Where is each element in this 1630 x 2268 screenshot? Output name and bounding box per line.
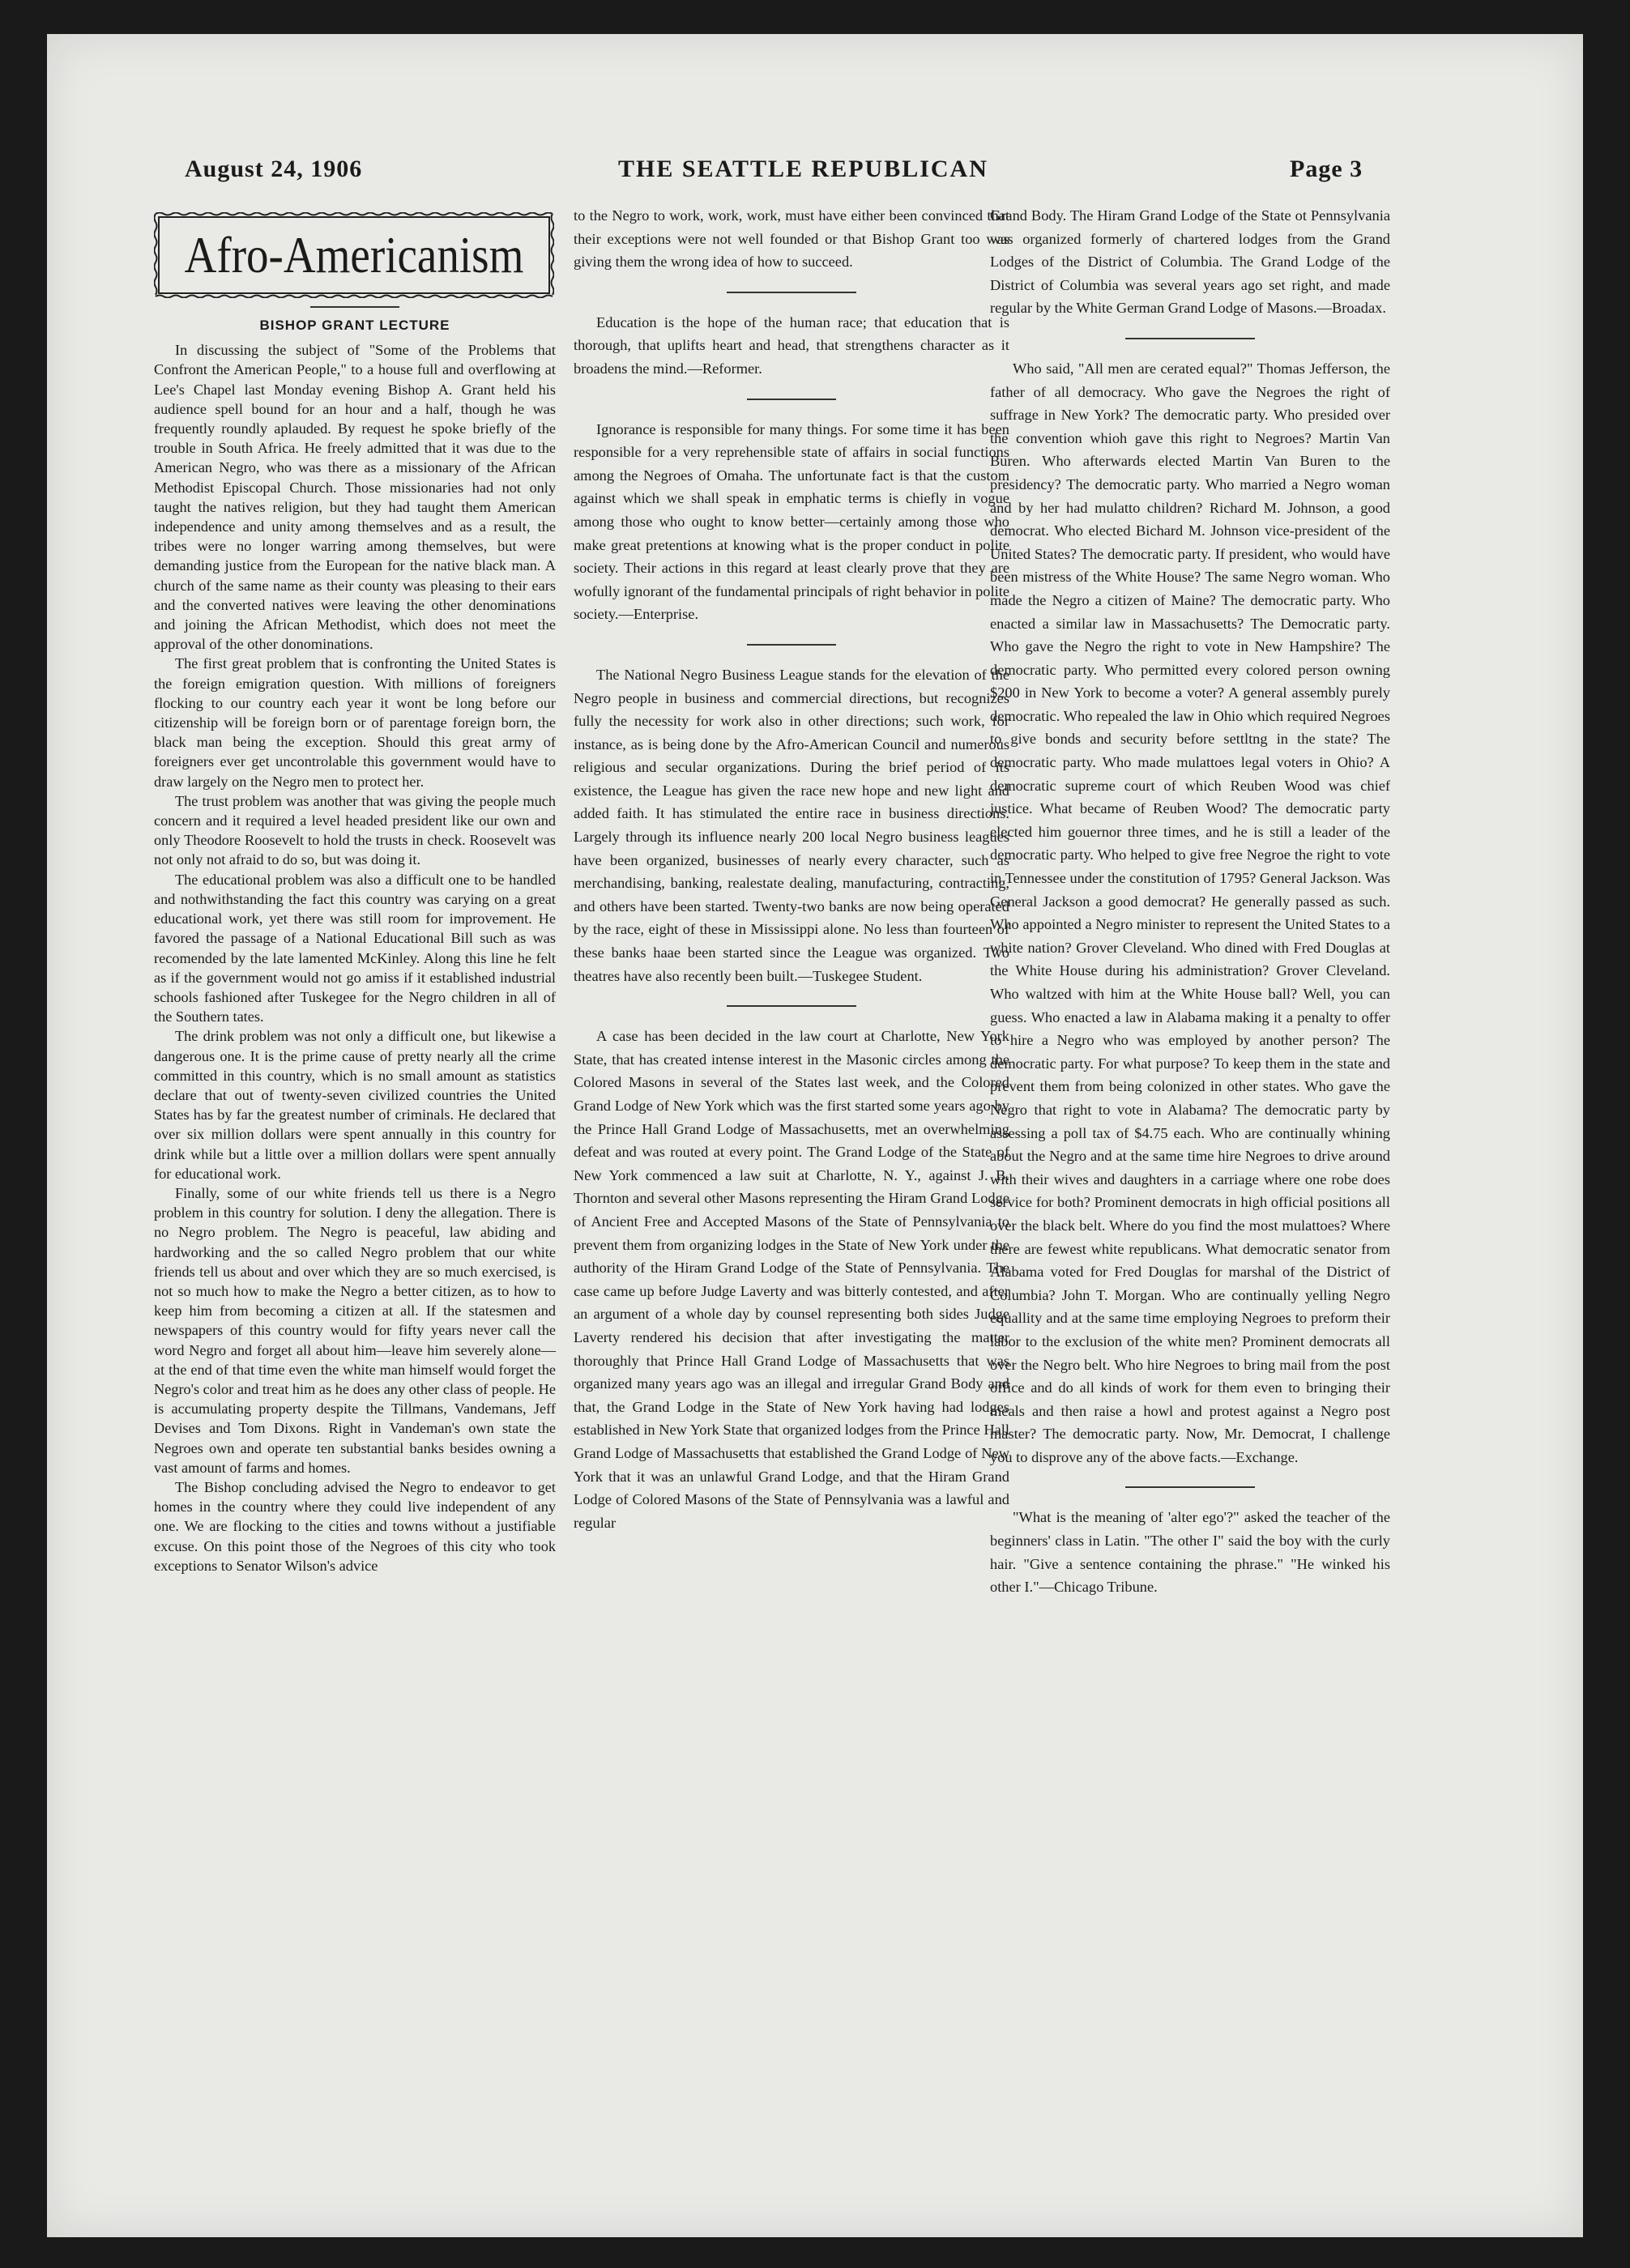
paragraph: The Bishop concluding advised the Negro to endeavor to get homes in the country where they could live independent of any one. We are flocking to the cities and towns without a justifiable excuse. On this point those of the Negroes of this city who took exceptions to Senator Wilson's advice [154,1478,556,1574]
paragraph: A case has been decided in the law court at Charlotte, New York State, that has created intense interest in the Masonic circles among the Colored Masons in several of the States last week, and the Colored Grand Lodge of New York which was the first started some years ago by the Prince Hall Grand Lodge of Massachusetts, met an overwhelming defeat and was routed at every point. The Grand Lodge of the State of New York commenced a law suit at Charlotte, N. Y., against J. B. Thornton and several other Masons representing the Hiram Grand Lodge of Ancient Free and Accepted Masons of the State of Pennsylvania to prevent them from organizing lodges in the State of New York under the authority of the Hiram Grand Lodge of the State of Pennsylvania. The case came up before Judge Laverty and was bitterly contested, and after an argument of a whole day by counsel representing both sides Judge Laverty rendered his decision that after investigating the matter thoroughly that Prince Hall Grand Lodge of Massachusetts that was organized many years ago was an illegal and irregular Grand Body and that, the Grand Lodge in the State of New York having had lodges established in New York State that organized lodges from the Prince Hall Grand Lodge of Massachusetts that established the Grand Lodge of New York that it was an unlawful Grand Lodge, and that the Hiram Grand Lodge of Colored Masons of the State of Pennsylvania was a lawful and regular [574,1028,1009,1531]
column-title: Afro-Americanism [184,226,524,284]
paragraph: Ignorance is responsible for many things. For some time it has been responsible for a very reprehensible state of affairs in social functions among the Negroes of Omaha. The unfortunate fact is that the custom against which we shall speak in emphatic terms is chiefly in vogue among those who ought to know better—certainly among those who make great pretentions at knowing what is the proper conduct in polite society. Their actions in this regard at least clearly prove that they are wofully ignorant of the fundamental principals of right behavior in polite society.—Enterprise. [574,420,1009,623]
divider [747,399,836,400]
paragraph: The drink problem was not only a difficult one, but likewise a dangerous one. It is the prime cause of pretty nearly all the crime committed in this country, which is no small amount as statistics declare that out of twenty-seven civilized countries the United States has by far the greatest number of criminals. He declared that over six million dollars were spent annually in this country for drink while but a little over a million dollars were spent annually for educational work. [154,1028,556,1182]
paragraph: to the Negro to work, work, work, must have either been convinced that their exceptions were not well founded or that Bishop Grant too was giving them the wrong idea of how to succeed. [574,207,1009,271]
column-3 [990,204,1390,1599]
divider [1125,338,1255,339]
column-2 [574,204,1009,1534]
column-title-box [154,212,554,298]
paragraph: "What is the meaning of 'alter ego'?" asked the teacher of the beginners' class in Latin. "The other I" said the boy with the curly hair. "Give a sentence containing the phrase." "He winked his other I."—Chicago Tribune. [990,1509,1390,1596]
page-number: Page 3 [1290,156,1363,182]
paragraph: Grand Body. The Hiram Grand Lodge of the State ot Pennsylvania was organized formerly of chartered lodges from the Grand Lodges of the District of Columbia. The Grand Lodge of the District of Columbia was several years ago set right, and made regular by the White German Grand Lodge of Masons.—Broadax. [990,207,1390,317]
newspaper-name: THE SEATTLE REPUBLICAN [618,156,988,182]
paragraph: The National Negro Business League stands for the elevation of the Negro people in business and commercial directions, but recognizes fully the necessity for work also in other directions; such work, for instance, as is being done by the Afro-American Council and numerous religious and secular organizations. During the brief period of its existence, the League has given the race new hope and new light and added faith. It has stimulated the entire race in business directions. Largely through its influence nearly 200 local Negro business leagues have been organized, businesses of nearly every character, such as merchandising, banking, realestate dealing, manufacturing, contracting, and others have been started. Twenty-two banks are now being operated by the race, eight of these in Mississippi alone. No less than fourteen of these banks haae been started since the League was organized. Two theatres have also recently been built.—Tuskegee Student. [574,666,1009,984]
paragraph: Who said, "All men are cerated equal?" Thomas Jefferson, the father of all democracy. Who gave the Negroes the right of suffrage in New York? The democratic party. Who presided over the convention whioh gave this right to Negroes? Martin Van Buren. Who afterwards elected Martin Van Buren to the presidency? The democratic party. Who married a Negro woman and by her had mulatto children? Richard M. Johnson, a good democrat. Who elected Bichard M. Johnson vice-president of the United States? The democratic party. If president, who would have been mistress of the White House? The same Negro woman. Who made the Negro a citizen of Maine? The democratic party. Who enacted a similar law in Massachusetts? The Democratic party. Who gave the Negro the right to vote in New Hampshire? The democratic party. Who permitted every colored person owning $200 in New York to become a voter? A general assembly purely democratic. Who repealed the law in Ohio which required Negroes to give bonds and security before settltng in the state? The democratic party. Who made mulattoes legal voters in Ohio? A democratic supreme court of which Reuben Wood was chief justice. What became of Reuben Wood? The democratic party elected him gouernor three times, and he is still a leader of the democratic party. Who helped to give free Negroe the right to vote in Tennessee under the constitution of 1795? General Jackson. Was General Jackson a good democrat? He generally passed as such. Who appointed a Negro minister to represent the United States to a white nation? Grover Cleveland. Who dined with Fred Douglas at the White House during his administration? Grover Cleveland. Who waltzed with him at the White House ball? Well, you can guess. Who enacted a law in Alabama making it a penalty to offer to hire a Negro who was employed by another person? The democratic party. For what purpose? To keep them in the state and prevent them from being colonized in other states. Who gave the Negro that right to vote in Alabama? The democratic party by assessing a poll tax of $4.75 each. Who are continually whining about the Negro and at the same time hire Negroes to drive around with their wives and daughters in a carriage where one robe does service for both? Prominent democrats in high official positions all over the black belt. Where do you find the most mulattoes? Where there are fewest white republicans. What democratic senator from Alabama voted for Fred Douglas for marshal of the District of Columbia? John T. Morgan. Who are continually yelling Negro equallity and at the same time employing Negroes to preform their labor to the exclusion of the white men? Prominent democrats all over the Negro belt. Who hire Negroes to bring mail from the post office and do all kinds of work for them even to bringing their meals and then raise a howl and protest against a Negro post master? The democratic party. Now, Mr. Democrat, I challenge you to disprove any of the above facts.—Exchange. [990,360,1390,1465]
issue-date: August 24, 1906 [185,156,363,182]
column-1 [154,303,556,1575]
article-heading: BISHOP GRANT LECTURE [259,318,450,333]
divider [310,306,399,308]
paragraph: The trust problem was another that was giving the people much concern and it required a level headed president like our own and only Theodore Roosevelt to hold the trusts in check. Roosevelt was not only not afraid to do so, but was doing it. [154,792,556,868]
divider [727,292,856,293]
paragraph: Finally, some of our white friends tell us there is a Negro problem in this country for solution. I deny the allegation. There is no Negro problem. The Negro is peaceful, law abiding and hardworking and the so called Negro problem that our white friends tell us about and over which they are so much exercised, is not so much how to make the Negro a better citizen, as to how to keep him from becoming a citizen at all. If the statesmen and newspapers of this country would for fifty years never call the word Negro and forget all about him—leave him severely alone—at the end of that time even the white man himself would forget the Negro's color and treat him as he does any other class of people. He is accumulating property despite the Tillmans, Vandemans, Jeff Devises and Tom Dixons. Right in Vandeman's own state the Negroes own and operate ten substantial banks besides owning a vast amount of farms and homes. [154,1184,556,1476]
paragraph: The first great problem that is confronting the United States is the foreign emigration question. With millions of foreigners flocking to our country each year it wont be long before our citizenship will be foreign born or of parentage foreign born, the black man being the exception. Should this great army of foreigners ever get uncontrolable this government would have to draw largely on the Negro men to protect her. [154,655,556,790]
paragraph: Education is the hope of the human race; that education that is thorough, that uplifts heart and head, that strengthens character as it broadens the mind.—Reformer. [574,313,1009,377]
paragraph: In discussing the subject of "Some of the Problems that Confront the American People," to a house full and overflowing at Lee's Chapel last Monday evening Bishop A. Grant held his audience spell bound for an hour and a half, though he was frequently roundly aplauded. By request he spoke briefly of the trouble in South Africa. He freely admitted that it was due to the American Negro, who was there as a missionary of the African Methodist Episcopal Church. Those missionaries had not only taught the natives religion, but they had taught them American independence and unity among themselves and as a result, the tribes were no longer warring among themselves, but were demanding justice from the European for the native black man. A church of the same name as their county was pleasing to their ears and the converted natives were leaving the other denominations and joining the African Methodist, which does not meet the approval of the other donominations. [154,342,556,653]
divider [1125,1486,1255,1488]
divider [747,644,836,646]
paragraph: The educational problem was also a difficult one to be handled and nothwithstanding the fact this country was carying on a great educational work, yet there was still room for improvement. He favored the passage of a National Educational Bill such as was recomended by the late lamented McKinley. Along this line he felt as if the government would not go amiss if it established industrial schools fashioned after Tuskegee for the Negro children in all of the Southern tates. [154,871,556,1025]
divider [727,1005,856,1007]
